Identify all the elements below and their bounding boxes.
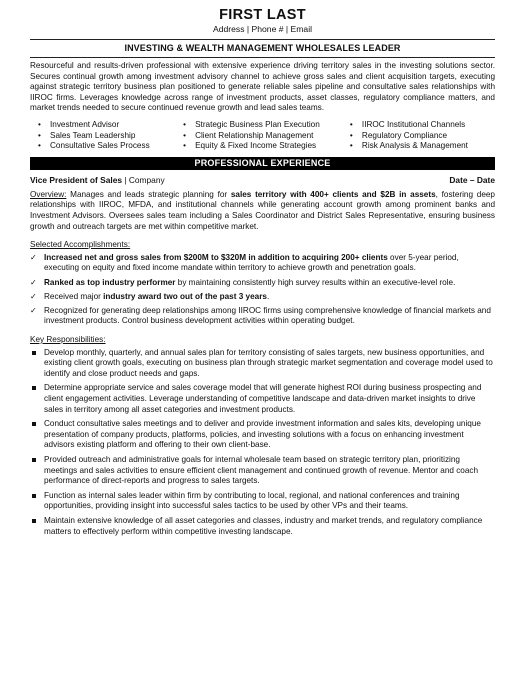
- professional-headline: INVESTING & WEALTH MANAGEMENT WHOLESALES LEADER: [124, 43, 401, 53]
- skill-item: • Investment Advisor: [38, 120, 183, 131]
- company-name: | Company: [122, 174, 165, 185]
- responsibility-item: Maintain extensive knowledge of all asset categories and classes, industry and market trends, and regulatory compliance matters to effectively perform within competitive investing landscape.: [30, 516, 495, 537]
- overview-label: Overview:: [30, 189, 67, 199]
- headline-divider: [30, 57, 495, 58]
- accomplishments-list: [30, 253, 495, 327]
- accomplishment-item: ✓ Recognized for generating deep relationships among IIROC firms using comprehensive knowledge of financial markets and investment products. Control business development activities within operating budget.: [30, 305, 491, 326]
- contact-line: Address | Phone # | Email: [212, 24, 313, 34]
- accomplishment-item: ✓ Received major industry award two out of the past 3 years.: [30, 291, 270, 301]
- responsibilities-list: [30, 348, 495, 538]
- skill-item: • Strategic Business Plan Execution: [183, 120, 350, 131]
- job-title: Vice President of Sales: [30, 174, 123, 185]
- skill-item: • IIROC Institutional Channels: [350, 120, 495, 131]
- candidate-name: FIRST LAST: [219, 7, 306, 23]
- responsibility-item: Develop monthly, quarterly, and annual sales plan for territory consisting of sales targets, new business opportunities, and existing client growth goals, executing on business plan through strategic market segmentation and coverage model used to identify and close product needs and gaps.: [30, 348, 495, 380]
- skill-item: • Regulatory Compliance: [350, 131, 495, 142]
- responsibility-item: Conduct consultative sales meetings and to deliver and provide investment information and sales kits, developing unique presentation of company products, platforms, policies, and investing solutions with a focus on enhancing investment advisors existing platform and offering to their own client-base.: [30, 419, 495, 451]
- skill-item: • Risk Analysis & Management: [350, 141, 495, 152]
- accomplishments-heading: Selected Accomplishments:: [30, 240, 131, 250]
- job-overview: [30, 190, 495, 232]
- skills-column-2: [183, 120, 350, 152]
- square-bullet-icon: [32, 386, 36, 390]
- square-bullet-icon: [32, 351, 36, 355]
- section-heading-experience: PROFESSIONAL EXPERIENCE: [30, 157, 495, 170]
- square-bullet-icon: [32, 422, 36, 426]
- checkmark-icon: ✓: [30, 291, 37, 301]
- header-divider: [30, 39, 495, 40]
- skill-item: • Sales Team Leadership: [38, 131, 183, 142]
- overview-text-pre: Manages and leads strategic planning for: [66, 189, 231, 199]
- accomplishment-item: ✓ Increased net and gross sales from $200M to $320M in addition to acquiring 200+ clients over 5-year period, executing on equity and fixed income mandate within territory to achieve growth and penetration goals.: [30, 252, 459, 273]
- accomplishment-item: ✓ Ranked as top industry performer by maintaining consistently high survey results within an executive-level role.: [30, 277, 456, 287]
- responsibility-item: Determine appropriate service and sales coverage model that will generate highest ROI during business prospecting and client engagement activities. Leverage understanding of competitive landscape and data-driven market insights to drive sales in territory among all asset categories and investment products.: [30, 383, 495, 415]
- summary-paragraph: Resourceful and results-driven professional with extensive experience driving territory sales in the investing solutions sector. Secures continual growth among investment advisory channel to achieve gross sales and client acquisition targets, executing against strategic territory business plan positioned to generate reliable sales pipeline and consultative sales relationships with IIROC firms. Leverages knowledge across range of investment products, asset classes, regulatory compliance matters, and market trends needed to secure continued revenue growth and lead sales teams.: [30, 61, 495, 113]
- checkmark-icon: ✓: [30, 252, 37, 262]
- job-title-line: [30, 175, 165, 186]
- overview-text-post: , fostering deep relationships with IIROC, MFDA, and institutional channels while generating account growth among prominent banks and Investment Advisors. Oversees sales team including a Sales Coordinator and District Sales Representative, ensuring business growth and outreach targets are met within competitive market.: [30, 189, 495, 231]
- responsibility-item: Provided outreach and administrative goals for internal wholesale team based on strategic territory plan, prioritizing meetings and sales activities to ensure efficient client management and continued growth of revenue. Mentor and coach performance of direct-reports and progress to sales targets.: [30, 455, 495, 487]
- skill-item: • Client Relationship Management: [183, 131, 350, 142]
- skills-grid: [30, 120, 495, 152]
- overview-text-bold: sales territory with 400+ clients and $2B in assets: [230, 189, 436, 199]
- skill-item: • Equity & Fixed Income Strategies: [183, 141, 350, 152]
- skills-column-1: [38, 120, 183, 152]
- job-dates: Date – Date: [449, 174, 495, 185]
- square-bullet-icon: [32, 458, 36, 462]
- checkmark-icon: ✓: [30, 277, 37, 287]
- job-header: [30, 175, 495, 186]
- skill-item: • Consultative Sales Process: [38, 141, 183, 152]
- checkmark-icon: ✓: [30, 305, 37, 315]
- skills-column-3: [350, 120, 495, 152]
- square-bullet-icon: [32, 494, 36, 498]
- responsibility-item: Function as internal sales leader within firm by contributing to local, regional, and national conferences and training opportunities, providing insight into successful sales tactics to be used by other VPs and their teams.: [30, 491, 495, 512]
- responsibilities-heading: Key Responsibilities:: [30, 335, 106, 345]
- square-bullet-icon: [32, 519, 36, 523]
